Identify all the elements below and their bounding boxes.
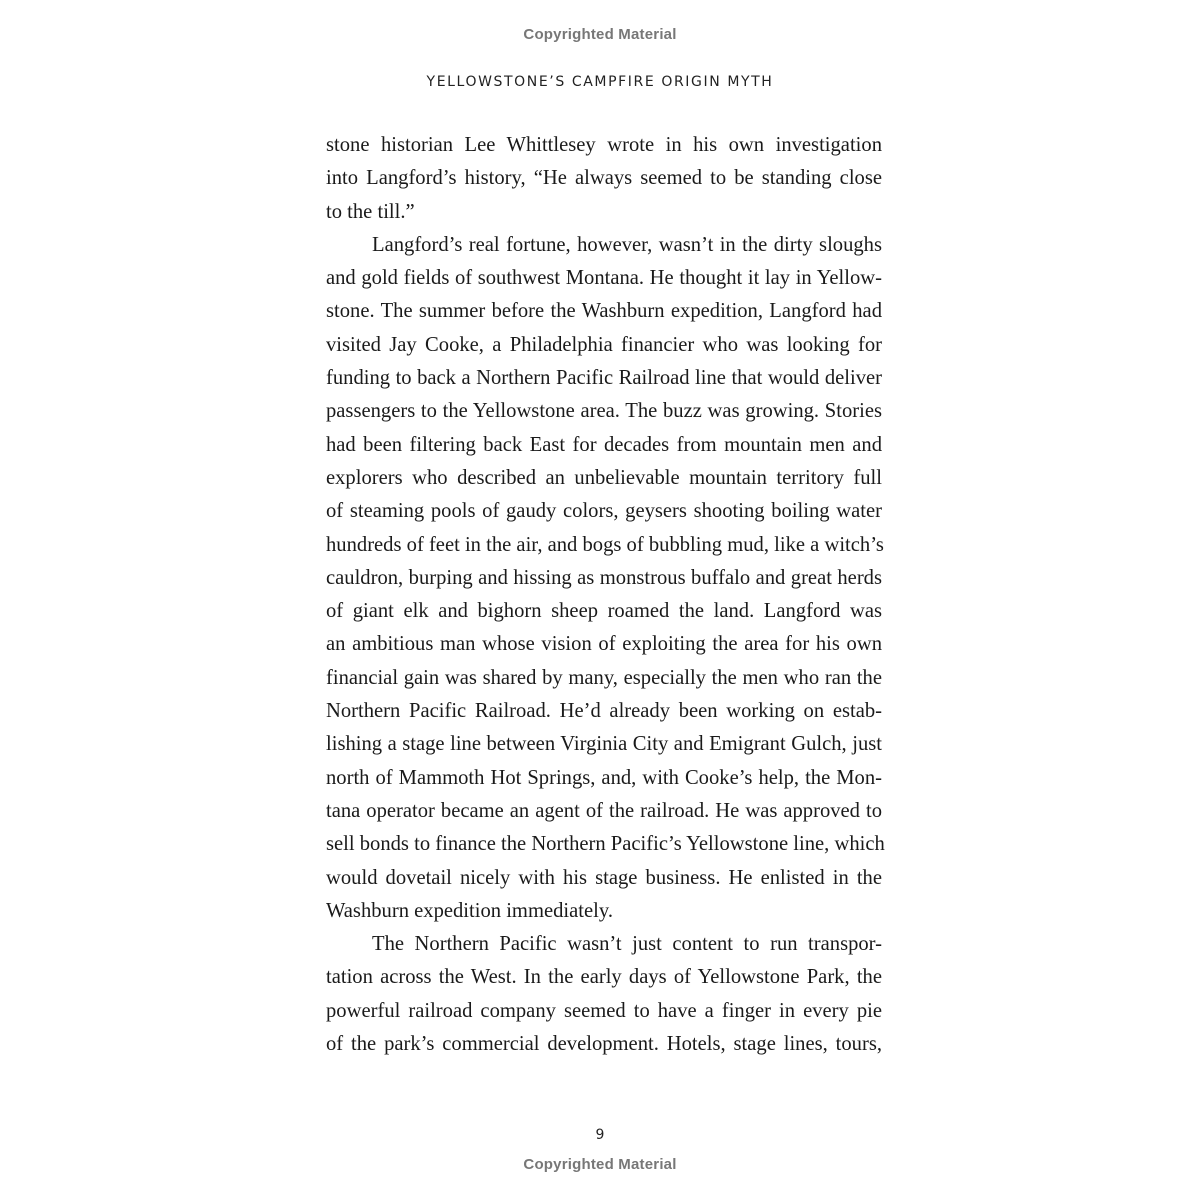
text-line: The Northern Pacific wasn’t just content to run transpor- [372,933,882,956]
running-head: YELLOWSTONE’S CAMPFIRE ORIGIN MYTH [426,74,774,90]
text-line: stone historian Lee Whittlesey wrote in his own investigation [326,134,882,156]
text-line: of the park’s commercial development. Hotels, stage lines, tours, [326,1033,882,1056]
text-line: to the till.” [326,200,415,223]
paragraph-2 [326,229,885,928]
copyright-watermark-bottom: Copyrighted Material [523,1156,677,1173]
text-line: and gold fields of southwest Montana. He thought it lay in Yellow- [326,267,882,290]
page-body [326,129,885,1061]
text-line: Langford’s real fortune, however, wasn’t in the dirty sloughs [372,233,882,256]
text-line: Northern Pacific Railroad. He’d already been working on estab- [326,700,882,723]
text-line: stone. The summer before the Washburn expedition, Langford had [326,300,882,323]
text-line: powerful railroad company seemed to have a finger in every pie [326,999,882,1022]
text-line: would dovetail nicely with his stage business. He enlisted in the [326,866,882,889]
copyright-watermark-top: Copyrighted Material [523,26,677,43]
text-line: financial gain was shared by many, especially the men who ran the [326,666,882,689]
text-line: visited Jay Cooke, a Philadelphia financier who was looking for [326,333,882,356]
text-line: tana operator became an agent of the railroad. He was approved to [326,799,882,822]
paragraph-1 [326,129,882,229]
text-line: of giant elk and bighorn sheep roamed the land. Langford was [326,600,882,623]
text-line: cauldron, burping and hissing as monstrous buffalo and great herds [326,566,882,589]
text-line: lishing a stage line between Virginia City and Emigrant Gulch, just [326,733,882,756]
text-line: of steaming pools of gaudy colors, geysers shooting boiling water [326,500,882,523]
paragraph-3 [326,928,882,1061]
text-line: hundreds of feet in the air, and bogs of bubbling mud, like a witch’s [326,533,884,556]
text-line: had been filtering back East for decades from mountain men and [326,433,882,456]
text-line: north of Mammoth Hot Springs, and, with Cooke’s help, the Mon- [326,766,882,789]
text-line: Washburn expedition immediately. [326,899,613,922]
text-line: into Langford’s history, “He always seemed to be standing close [326,167,882,190]
text-line: tation across the West. In the early days of Yellowstone Park, the [326,966,882,989]
text-line: an ambitious man whose vision of exploiting the area for his own [326,633,882,656]
text-line: explorers who described an unbelievable mountain territory full [326,466,882,489]
text-line: passengers to the Yellowstone area. The buzz was growing. Stories [326,400,882,423]
text-line: sell bonds to finance the Northern Pacific’s Yellowstone line, which [326,833,885,856]
text-line: funding to back a Northern Pacific Railroad line that would deliver [326,367,882,390]
page-number: 9 [595,1127,605,1143]
